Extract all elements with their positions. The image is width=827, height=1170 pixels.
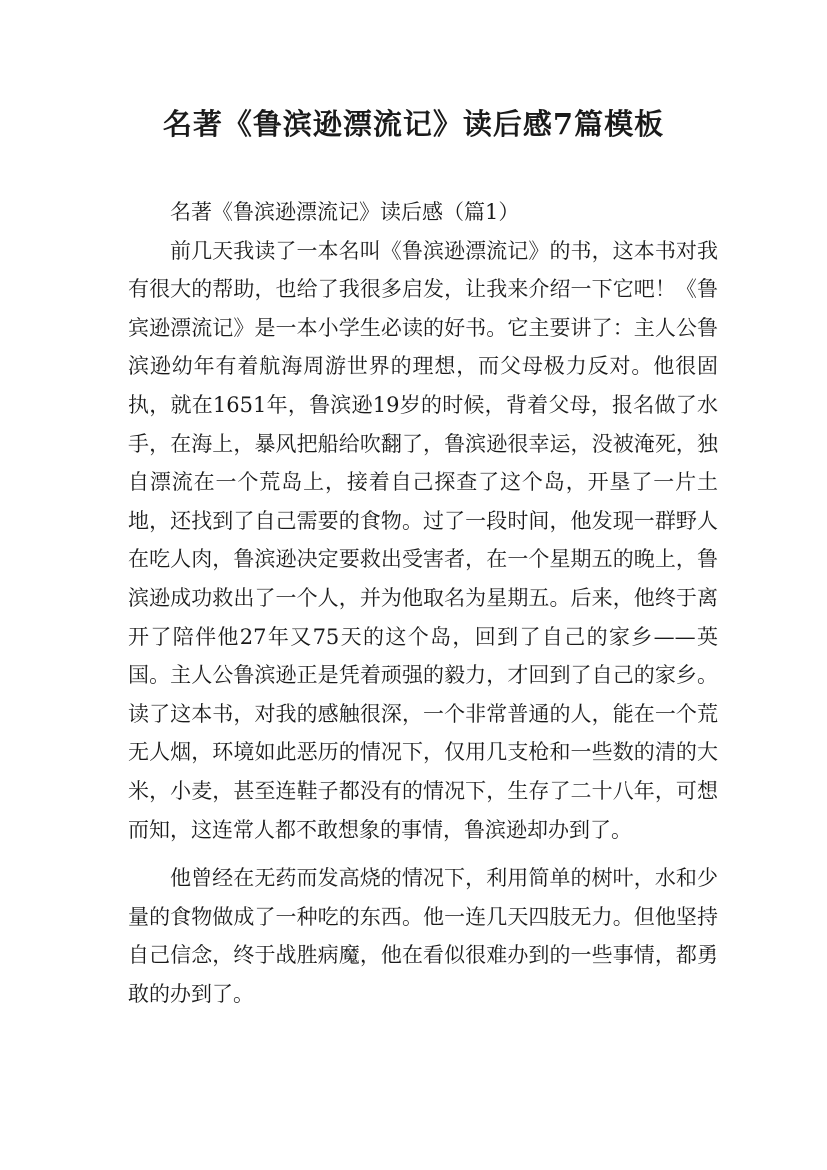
paragraph-2: 他曾经在无药而发高烧的情况下，利用简单的树叶，水和少量的食物做成了一种吃的东西。他一连几天四肢无力。但他坚持自己信念，终于战胜病魔，他在看似很难办到的一些事情，都勇敢的办到了。 xyxy=(128,866,718,1006)
paragraph-1: 前几天我读了一本名叫《鲁滨逊漂流记》的书，这本书对我有很大的帮助，也给了我很多启发，让我来介绍一下它吧！《鲁宾逊漂流记》是一本小学生必读的好书。它主要讲了：主人公鲁滨逊幼年有着航海周游世界的理想，而父母极力反对。他很固执，就在1651年，鲁滨逊19岁的时候，背着父母，报名做了水手，在海上，暴风把船给吹翻了，鲁滨逊很幸运，没被淹死，独自漂流在一个荒岛上，接着自己探查了这个岛，开垦了一片土地，还找到了自己需要的食物。过了一段时间，他发现一群野人在吃人肉，鲁滨逊决定要救出受害者，在一个星期五的晚上，鲁滨逊成功救出了一个人，并为他取名为星期五。后来，他终于离开了陪伴他27年又75天的这个岛，回到了自己的家乡——英国。主人公鲁滨逊正是凭着顽强的毅力，才回到了自己的家乡。读了这本书，对我的感触很深，一个非常普通的人，能在一个荒无人烟，环境如此恶历的情况下，仅用几支枪和一些数的清的大米，小麦，甚至连鞋子都没有的情况下，生存了二十八年，可想而知，这连常人都不敢想象的事情，鲁滨逊却办到了。 xyxy=(128,238,718,842)
document-body xyxy=(128,193,718,1013)
section-heading: 名著《鲁滨逊漂流记》读后感（篇1） xyxy=(170,200,520,224)
document-title: 名著《鲁滨逊漂流记》读后感7篇模板 xyxy=(162,107,665,141)
